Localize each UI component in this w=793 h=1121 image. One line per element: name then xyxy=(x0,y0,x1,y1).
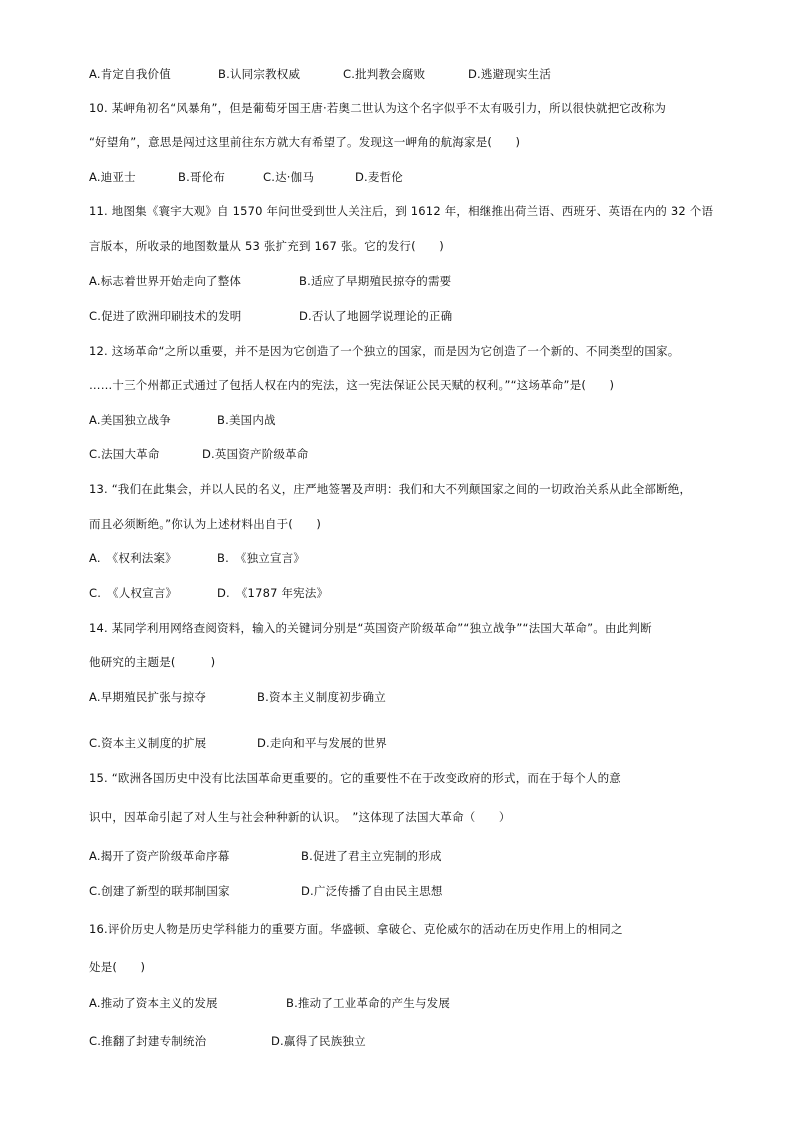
q13-stem-line-2: 而且必须断绝。”你认为上述材料出自于( ) xyxy=(89,517,322,531)
q12-option-b[interactable]: B.美国内战 xyxy=(217,413,276,427)
q14-option-d[interactable]: D.走向和平与发展的世界 xyxy=(257,736,387,750)
q15-option-c[interactable]: C.创建了新型的联邦制国家 xyxy=(89,884,230,898)
q13-option-b[interactable]: B. 《独立宣言》 xyxy=(217,551,306,565)
q13-stem-line-1: 13. “我们在此集会，并以人民的名义，庄严地签署及声明：我们和大不列颠国家之间的一切政治关系从此全部断绝， xyxy=(89,482,692,496)
q13-option-a[interactable]: A. 《权利法案》 xyxy=(89,551,177,565)
q10-option-c[interactable]: C.达·伽马 xyxy=(263,170,315,184)
q16-option-a[interactable]: A.推动了资本主义的发展 xyxy=(89,996,218,1010)
q16-stem-line-2: 处是( ) xyxy=(89,960,146,974)
q9-option-c[interactable]: C.批判教会腐败 xyxy=(343,67,426,81)
q9-option-d[interactable]: D.逃避现实生活 xyxy=(468,67,552,81)
q10-option-d[interactable]: D.麦哲伦 xyxy=(355,170,404,184)
q12-option-c[interactable]: C.法国大革命 xyxy=(89,447,160,461)
q14-stem-line-2: 他研究的主题是( ) xyxy=(89,655,216,669)
q9-option-b[interactable]: B.认同宗教权威 xyxy=(218,67,301,81)
q15-option-a[interactable]: A.揭开了资产阶级革命序幕 xyxy=(89,849,230,863)
q10-stem-line-1: 10. 某岬角初名“风暴角”，但是葡萄牙国王唐·若奥二世认为这个名字似乎不太有吸引力，所以很快就把它改称为 xyxy=(89,101,667,115)
q15-option-d[interactable]: D.广泛传播了自由民主思想 xyxy=(301,884,443,898)
q11-stem-line-1: 11. 地图集《寰宇大观》自 1570 年问世受到世人关注后，到 1612 年，相继推出荷兰语、西班牙、英语在内的 32 个语 xyxy=(89,204,714,218)
q9-option-a[interactable]: A.肯定自我价值 xyxy=(89,67,171,81)
q14-option-c[interactable]: C.资本主义制度的扩展 xyxy=(89,736,207,750)
q12-stem-line-2: ……十三个州都正式通过了包括人权在内的宪法，这一宪法保证公民天赋的权利。”“这场革命”是( ) xyxy=(89,378,615,392)
q15-option-b[interactable]: B.促进了君主立宪制的形成 xyxy=(301,849,442,863)
q10-option-a[interactable]: A.迪亚士 xyxy=(89,170,136,184)
q14-option-b[interactable]: B.资本主义制度初步确立 xyxy=(257,690,386,704)
q11-option-a[interactable]: A.标志着世界开始走向了整体 xyxy=(89,274,242,288)
q11-option-c[interactable]: C.促进了欧洲印刷技术的发明 xyxy=(89,309,242,323)
q16-option-d[interactable]: D.赢得了民族独立 xyxy=(271,1034,366,1048)
q10-option-b[interactable]: B.哥伦布 xyxy=(178,170,226,184)
q12-stem-line-1: 12. 这场革命“之所以重要，并不是因为它创造了一个独立的国家，而是因为它创造了一个新的、不同类型的国家。 xyxy=(89,344,680,358)
q12-option-d[interactable]: D.英国资产阶级革命 xyxy=(202,447,309,461)
q11-option-b[interactable]: B.适应了早期殖民掠夺的需要 xyxy=(299,274,452,288)
q10-stem-line-2: “好望角”，意思是闯过这里前往东方就大有希望了。发现这一岬角的航海家是( ) xyxy=(89,135,521,149)
q14-stem-line-1: 14. 某同学利用网络查阅资料，输入的关键词分别是“英国资产阶级革命”“独立战争”“法国大革命”。由此判断 xyxy=(89,621,652,635)
q11-option-d[interactable]: D.否认了地圆学说理论的正确 xyxy=(299,309,453,323)
q16-option-b[interactable]: B.推动了工业革命的产生与发展 xyxy=(286,996,451,1010)
q13-option-d[interactable]: D. 《1787 年宪法》 xyxy=(217,586,329,600)
q16-stem-line-1: 16.评价历史人物是历史学科能力的重要方面。华盛顿、拿破仑、克伦威尔的活动在历史作用上的相同之 xyxy=(89,922,623,936)
q16-option-c[interactable]: C.推翻了封建专制统治 xyxy=(89,1034,207,1048)
q15-stem-line-2: 识中，因革命引起了对人生与社会种种新的认识。 ”这体现了法国大革命（ ） xyxy=(89,810,511,824)
q12-option-a[interactable]: A.美国独立战争 xyxy=(89,413,171,427)
q11-stem-line-2: 言版本，所收录的地图数量从 53 张扩充到 167 张。它的发行( ) xyxy=(89,239,444,253)
q14-option-a[interactable]: A.早期殖民扩张与掠夺 xyxy=(89,690,207,704)
q13-option-c[interactable]: C. 《人权宣言》 xyxy=(89,586,178,600)
q15-stem-line-1: 15. “欧洲各国历史中没有比法国革命更重要的。它的重要性不在于改变政府的形式，而在于每个人的意 xyxy=(89,771,621,785)
